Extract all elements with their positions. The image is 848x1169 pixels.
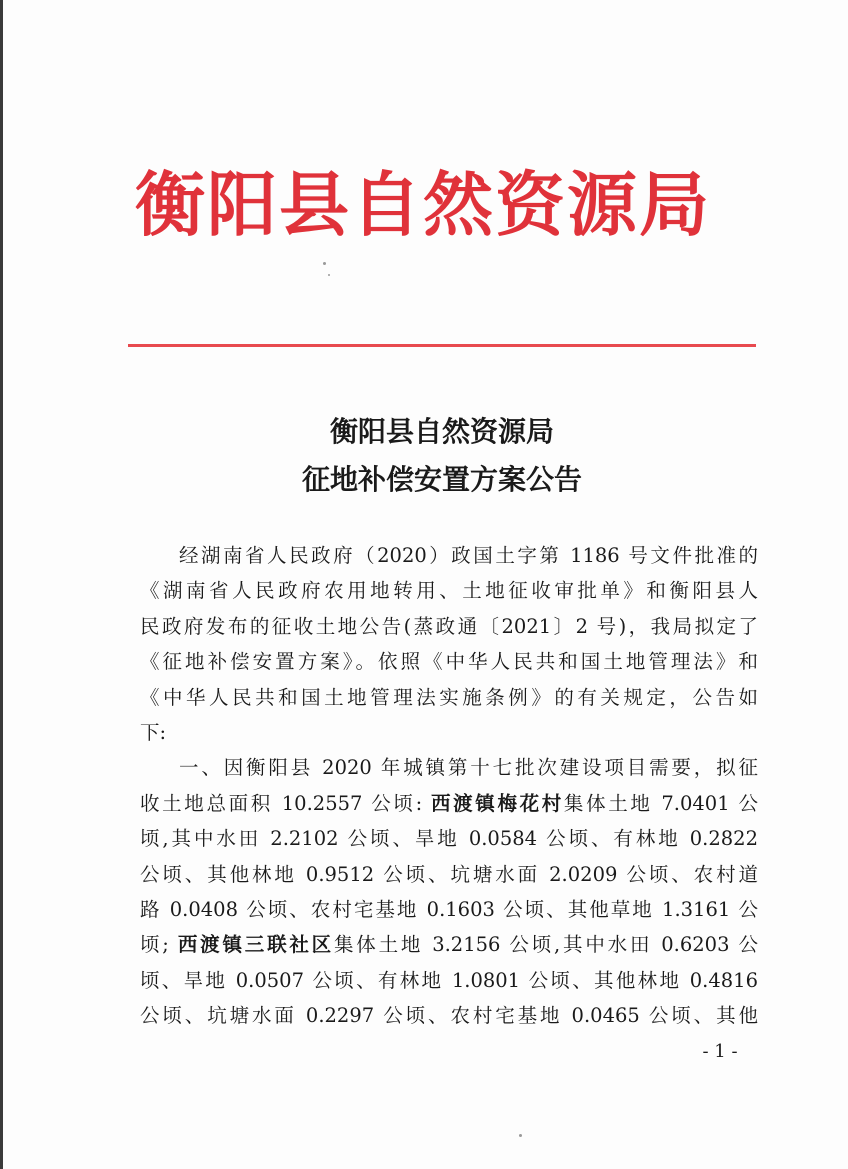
paragraph-1-line: 下: — [140, 720, 167, 744]
village-name-meihua: 西渡镇梅花村 — [431, 791, 564, 815]
paragraph-1-line: 经湖南省人民政府（2020）政国土字第 1186 号文件批准的 — [179, 544, 758, 567]
paragraph-1-line: 《湖南省人民政府农用地转用、土地征收审批单》和衡阳县人 — [140, 579, 758, 603]
land-area-text: 顷; — [140, 933, 178, 957]
paragraph-2-line: 顷、旱地 0.0507 公顷、有林地 1.0801 公顷、其他林地 0.4816 — [140, 968, 758, 992]
paragraph-2-line — [140, 927, 758, 962]
paragraph-2-line: 顷,其中水田 2.2102 公顷、旱地 0.0584 公顷、有林地 0.2822 — [140, 827, 758, 851]
notice-title-line-2: 征地补偿安置方案公告 — [301, 463, 582, 496]
page-number: - 1 - — [702, 1041, 738, 1062]
community-name-sanlian: 西渡镇三联社区 — [177, 933, 334, 957]
notice-body — [140, 538, 758, 1033]
scan-edge — [0, 0, 3, 1169]
paragraph-2-line: 路 0.0408 公顷、农村宅基地 0.1603 公顷、其他草地 1.3161 公 — [140, 897, 758, 921]
paragraph-2-line: 公顷、坑塘水面 0.2297 公顷、农村宅基地 0.0465 公顷、其他 — [140, 1004, 758, 1028]
paragraph-2-line — [140, 786, 758, 821]
paragraph-1-line: 民政府发布的征收土地公告(蒸政通〔2021〕2 号)，我局拟定了 — [140, 614, 758, 638]
paragraph-2-line: 一、因衡阳县 2020 年城镇第十七批次建设项目需要，拟征 — [179, 756, 758, 780]
land-area-text: 集体土地 7.0401 公 — [563, 791, 758, 815]
scan-speck — [328, 274, 330, 276]
paragraph-1-line: 《征地补偿安置方案》。依照《中华人民共和国土地管理法》和 — [140, 650, 758, 674]
paragraph-1-line: 《中华人民共和国土地管理法实施条例》的有关规定，公告如 — [140, 685, 758, 709]
land-area-text: 收土地总面积 10.2557 公顷: — [140, 791, 431, 815]
letterhead-org-name: 衡阳县自然资源局 — [135, 163, 711, 246]
scan-speck — [323, 262, 326, 265]
scan-speck — [519, 1134, 522, 1137]
letterhead-red-rule — [128, 344, 756, 347]
paragraph-2-line: 公顷、其他林地 0.9512 公顷、坑塘水面 2.0209 公顷、农村道 — [140, 862, 758, 886]
notice-title-line-1: 衡阳县自然资源局 — [329, 415, 554, 448]
land-area-text: 集体土地 3.2156 公顷,其中水田 0.6203 公 — [334, 933, 758, 957]
